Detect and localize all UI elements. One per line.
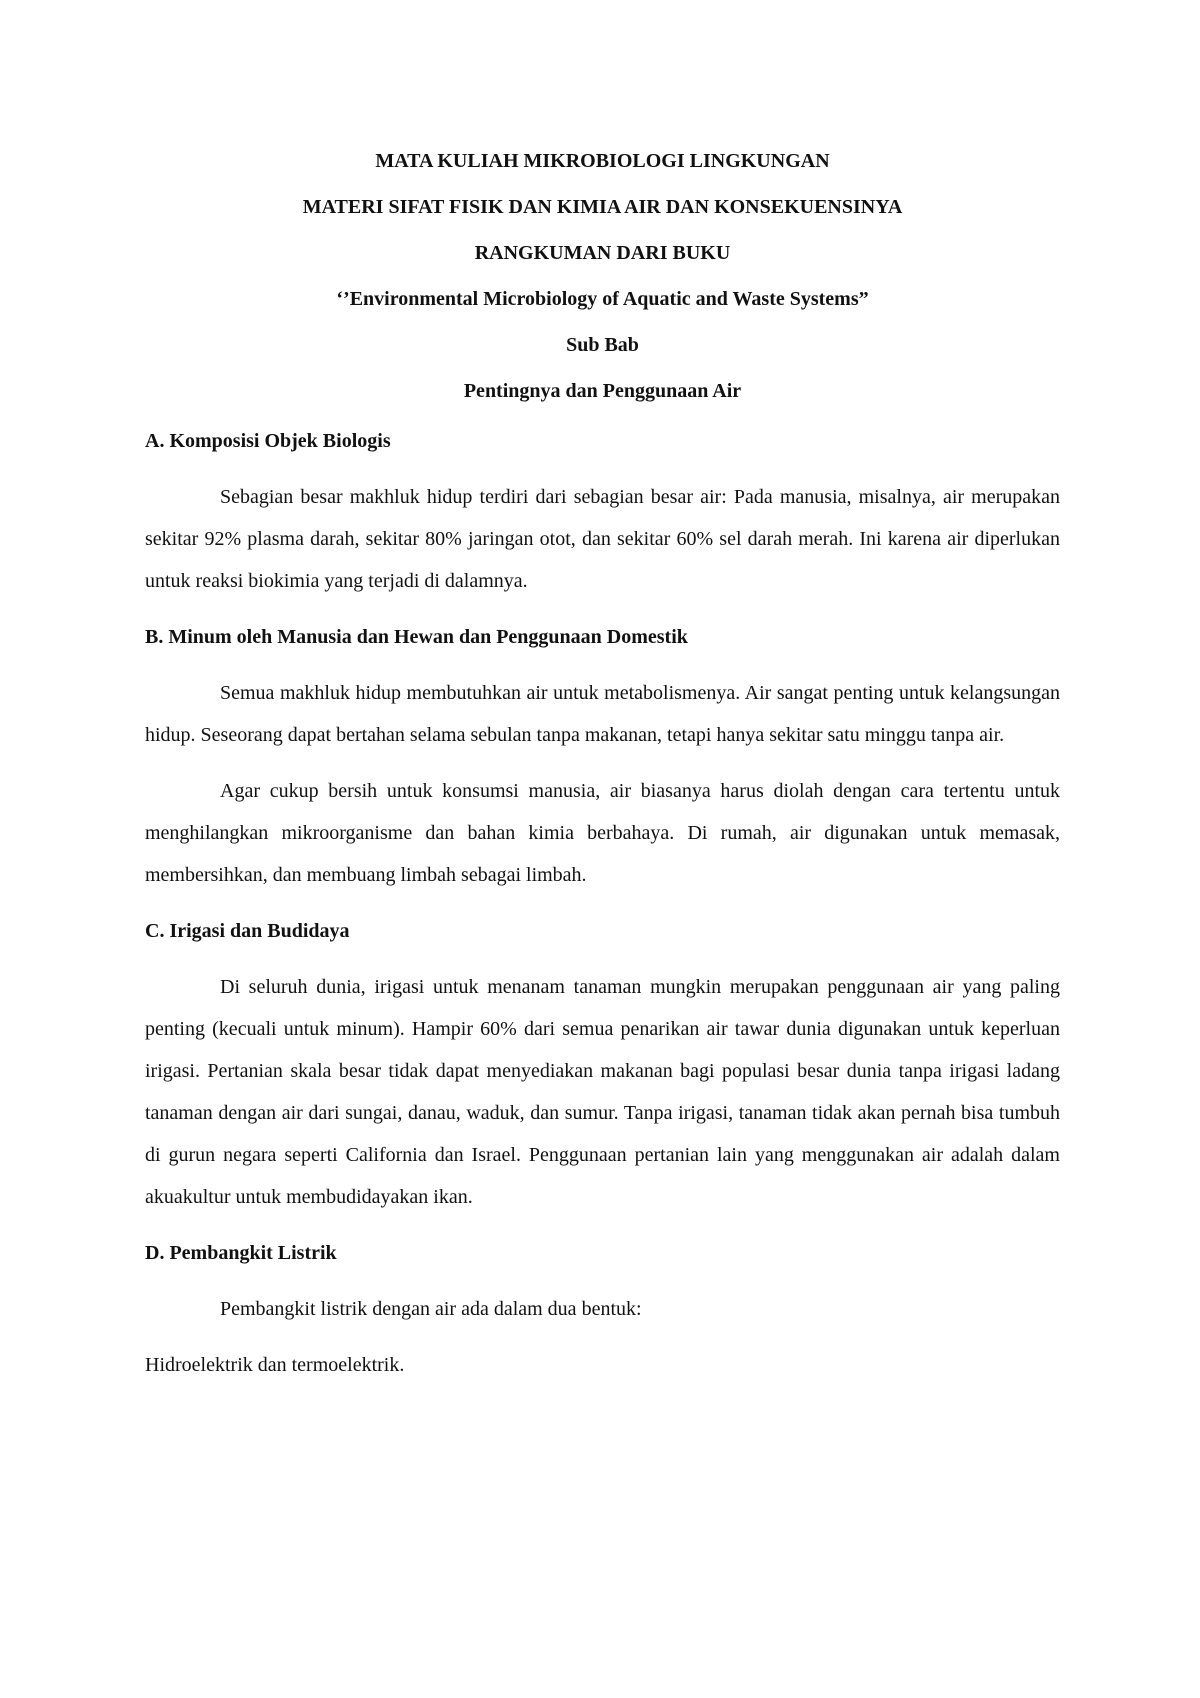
title-block <box>145 138 1060 414</box>
section-a-paragraph: Sebagian besar makhluk hidup terdiri dari sebagian besar air: Pada manusia, misalnya, air merupakan sekitar 92% plasma darah, sekitar 80% jaringan otot, dan sekitar 60% sel darah merah. Ini karena air diperlukan untuk reaksi biokimia yang terjadi di dalamnya. <box>145 486 1060 592</box>
section-d-heading: D. Pembangkit Listrik <box>145 1242 337 1264</box>
section-d-paragraph-1: Pembangkit listrik dengan air ada dalam dua bentuk: <box>220 1298 642 1320</box>
summary-label: RANGKUMAN DARI BUKU <box>474 242 731 264</box>
section-b-paragraph-1: Semua makhluk hidup membutuhkan air untuk metabolismenya. Air sangat penting untuk kelangsungan hidup. Seseorang dapat bertahan selama sebulan tanpa makanan, tetapi hanya sekitar satu minggu tanpa air. <box>145 682 1060 746</box>
subchapter-title: Pentingnya dan Penggunaan Air <box>463 380 742 402</box>
section-c-heading: C. Irigasi dan Budidaya <box>145 920 350 942</box>
section-b-heading: B. Minum oleh Manusia dan Hewan dan Penggunaan Domestik <box>145 626 688 648</box>
subchapter-label: Sub Bab <box>566 334 639 356</box>
section-c-paragraph: Di seluruh dunia, irigasi untuk menanam tanaman mungkin merupakan penggunaan air yang paling penting (kecuali untuk minum). Hampir 60% dari semua penarikan air tawar dunia digunakan untuk keperluan irigasi. Pertanian skala besar tidak dapat menyediakan makanan bagi populasi besar dunia tanpa irigasi ladang tanaman dengan air dari sungai, danau, waduk, dan sumur. Tanpa irigasi, tanaman tidak akan pernah bisa tumbuh di gurun negara seperti California dan Israel. Penggunaan pertanian lain yang menggunakan air adalah dalam akuakultur untuk membudidayakan ikan. <box>145 976 1060 1208</box>
section-d-paragraph-2: Hidroelektrik dan termoelektrik. <box>145 1354 405 1376</box>
document-content <box>145 138 1060 1386</box>
material-title: MATERI SIFAT FISIK DAN KIMIA AIR DAN KONSEKUENSINYA <box>302 196 903 218</box>
section-a-heading: A. Komposisi Objek Biologis <box>145 430 391 452</box>
section-b-paragraph-2: Agar cukup bersih untuk konsumsi manusia, air biasanya harus diolah dengan cara tertentu untuk menghilangkan mikroorganisme dan bahan kimia berbahaya. Di rumah, air digunakan untuk memasak, membersihkan, dan membuang limbah sebagai limbah. <box>145 780 1060 886</box>
book-title: ‘’Environmental Microbiology of Aquatic and Waste Systems” <box>336 288 869 310</box>
course-title: MATA KULIAH MIKROBIOLOGI LINGKUNGAN <box>375 150 830 172</box>
